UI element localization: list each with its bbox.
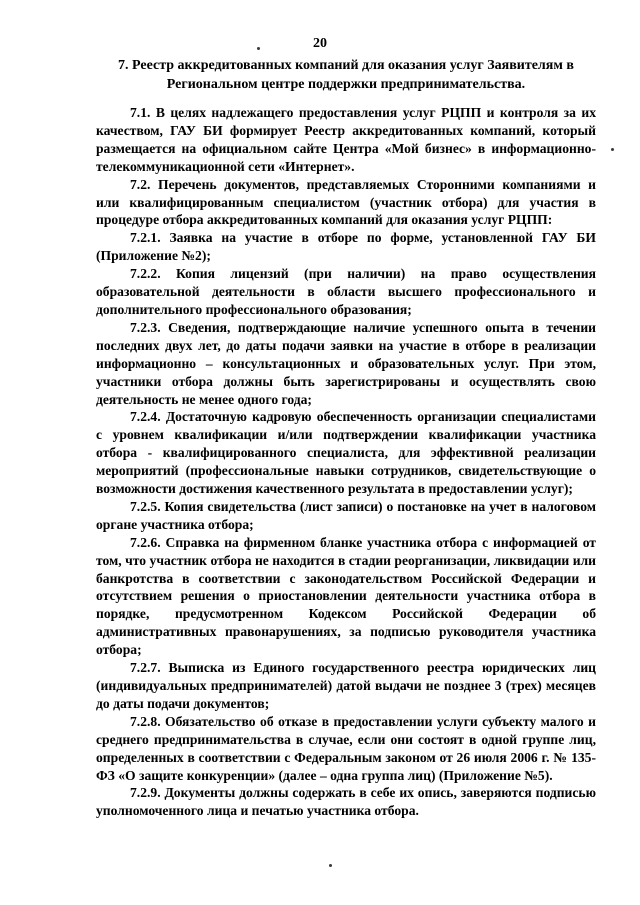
section-heading: 7. Реестр аккредитованных компаний для оказания услуг Заявителям в Региональном центре поддержки предпринимательства. bbox=[118, 58, 574, 92]
paragraph-7-2-9: 7.2.9. Документы должны содержать в себе их опись, заверяются подписью уполномоченного лица и печатью участника отбора. bbox=[96, 785, 596, 819]
scan-speck bbox=[257, 47, 260, 50]
paragraph-7-2-1: 7.2.1. Заявка на участие в отборе по форме, установленной ГАУ БИ (Приложение №2); bbox=[96, 230, 596, 264]
scan-speck bbox=[611, 148, 614, 151]
paragraph-7-2-7: 7.2.7. Выписка из Единого государственного реестра юридических лиц (индивидуальных предпринимателей) датой выдачи не позднее 3 (трех) месяцев до даты подачи документов; bbox=[96, 660, 596, 711]
document-body bbox=[96, 104, 596, 820]
paragraph-7-2-8: 7.2.8. Обязательство об отказе в предоставлении услуги субъекту малого и среднего предпринимательства в случае, если они состоят в одной группе лиц, определенных в соответствии с Федеральным законом от 26 июля 2006 г. № 135-ФЗ «О защите конкуренции» (далее – одна группа лиц) (Приложение №5). bbox=[96, 713, 596, 783]
scan-speck bbox=[329, 864, 332, 867]
paragraph-7-2-4: 7.2.4. Достаточную кадровую обеспеченность организации специалистами с уровнем квалификации и/или подтверждении квалификации участника отбора - квалифицированного специалиста, для эффективной реализации мероприятий (профессиональные навыки сотрудников, свидетельствующие о возможности достижения качественного результата в предоставлении услуг); bbox=[96, 409, 596, 497]
paragraph-7-2-5: 7.2.5. Копия свидетельства (лист записи) о постановке на учет в налоговом органе участника отбора; bbox=[96, 498, 596, 532]
paragraph-7-2: 7.2. Перечень документов, представляемых Сторонними компаниями и или квалифицированным специалистом (участник отбора) для участия в процедуре отбора аккредитованных компаний для оказания услуг РЦПП: bbox=[96, 176, 596, 228]
paragraph-7-1: 7.1. В целях надлежащего предоставления услуг РЦПП и контроля за их качеством, ГАУ БИ формирует Реестр аккредитованных компаний, который размещается на официальном сайте Центра «Мой бизнес» в информационно-телекоммуникационной сети «Интернет». bbox=[96, 105, 596, 174]
paragraph-7-2-2: 7.2.2. Копия лицензий (при наличии) на право осуществления образовательной деятельности в области высшего профессионального и дополнительного профессионального образования; bbox=[96, 266, 596, 317]
page-number: 20 bbox=[313, 36, 327, 51]
paragraph-7-2-3: 7.2.3. Сведения, подтверждающие наличие успешного опыта в течении последних двух лет, до даты подачи заявки на участие в отборе в реализации информационно – консультационных и образовательных услуг. При этом, участники отбора должны быть зарегистрированы и осуществлять свою деятельность не менее одного года; bbox=[96, 319, 596, 407]
paragraph-7-2-6: 7.2.6. Справка на фирменном бланке участника отбора с информацией от том, что участник отбора не находится в стадии реорганизации, ликвидации или банкротства в соответствии с законодательством Российской Федерации и отсутствием решения о приостановлении деятельности участника отбора в порядке, предусмотренном Кодексом Российской Федерации об административных правонарушениях, за подписью руководителя участника отбора; bbox=[96, 534, 596, 658]
